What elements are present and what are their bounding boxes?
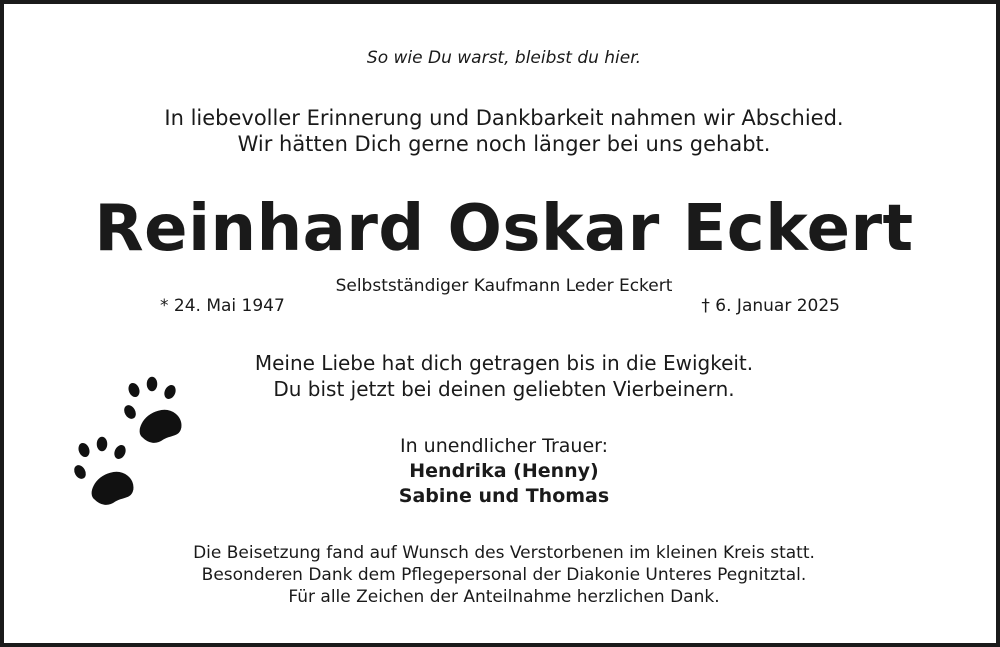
intro-line: In liebevoller Erinnerung und Dankbarkeit nahmen wir Abschied. [164,106,844,130]
verse-line: Du bist jetzt bei deinen geliebten Vierbeinern. [273,377,735,401]
death-date: † 6. Januar 2025 [701,296,840,316]
mourners-heading: In unendlicher Trauer: [399,435,609,457]
deceased-profession: Selbstständiger Kaufmann Leder Eckert [335,276,673,296]
mourner-name: Hendrika (Henny) [409,460,599,482]
mourners-block [4,434,1000,509]
closing-line: Für alle Zeichen der Anteilnahme herzlichen Dank. [288,587,720,607]
intro-line: Wir hätten Dich gerne noch länger bei uns gehabt. [237,132,771,156]
closing-line: Besonderen Dank dem Pflegepersonal der Diakonie Unteres Pegnitztal. [201,565,807,585]
intro-text [4,105,1000,157]
mourner-name: Sabine und Thomas [398,485,610,507]
birth-date: * 24. Mai 1947 [160,296,285,316]
closing-line: Die Beisetzung fand auf Wunsch des Verstorbenen im kleinen Kreis statt. [193,543,815,563]
verse-line: Meine Liebe hat dich getragen bis in die Ewigkeit. [254,351,754,375]
deceased-name: Reinhard Oskar Eckert [94,192,914,266]
motto: So wie Du warst, bleibst du hier. [366,48,642,68]
closing-text [4,542,1000,608]
